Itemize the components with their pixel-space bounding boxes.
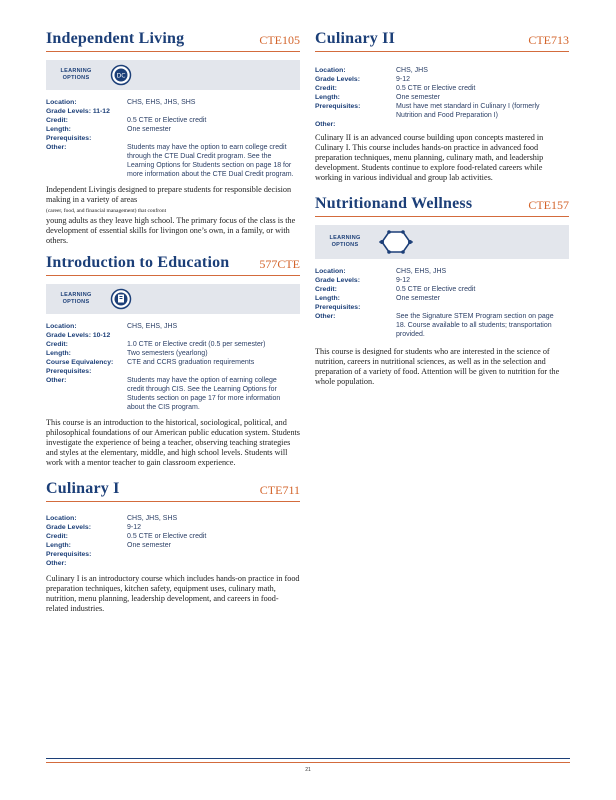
course-info: Location: CHS, EHS, JHS, SHS Grade Levels: 11-12 Credit: 0.5 CTE or Elective credit Length: One semester Prerequisites: Other: Students may have the option to earn college credit through the CTE Dual Credit program. See the Learning Options for Students section on page 18 for more information about the CTE Dual Credit program. xyxy=(46,99,294,178)
left-column xyxy=(46,30,300,614)
learning-options-box xyxy=(46,60,300,90)
course-description: This course is an introduction to the historical, sociological, political, and philosophical foundations of our American public education system. Students investigate the experience of being a teacher, observing teaching strategies and styles at the elementary, middle, and high school levels. Students will work with a mentor teacher to gain classroom experience. xyxy=(46,418,300,467)
course-code: CTE713 xyxy=(528,33,569,47)
course-info: Location: CHS, JHS, SHS Grade Levels: 9-12 Credit: 0.5 CTE or Elective credit Length: One semester Prerequisites: Other: xyxy=(46,515,207,567)
course-header xyxy=(46,254,300,276)
course-title: Nutritionand Wellness xyxy=(315,195,473,212)
course-introduction-to-education xyxy=(46,254,300,468)
course-title: Introduction to Education xyxy=(46,254,230,271)
learning-options-label: LEARNING OPTIONS xyxy=(329,235,361,248)
course-code: CTE711 xyxy=(259,483,300,497)
course-culinary-ii xyxy=(315,30,569,183)
course-title: Culinary II xyxy=(315,30,395,47)
course-code: CTE105 xyxy=(259,33,300,47)
course-code: 577CTE xyxy=(259,257,300,271)
course-header xyxy=(315,30,569,52)
footer-rule-blue xyxy=(46,758,570,759)
course-description: This course is designed for students who are interested in the science of nutrition, careers in nutritional sciences, as well as in the selection and preparation of a variety of food. Attention will be given to nutrition for the whole population. xyxy=(315,347,560,386)
course-nutrition-and-wellness xyxy=(315,195,569,387)
svg-text:DC: DC xyxy=(116,72,126,80)
learning-options-label: LEARNING OPTIONS xyxy=(60,68,92,81)
course-description: Culinary I is an introductory course which includes hands-on practice in food preparation techniques, kitchen safety, equipment uses, culinary math, nutrition, menu planning, leadership development, and careers in food-related industries. xyxy=(46,574,300,613)
page-number: 21 xyxy=(305,767,311,773)
course-header xyxy=(315,195,569,217)
learning-options-box xyxy=(46,284,300,314)
dual-credit-icon xyxy=(110,64,132,86)
course-description: Independent Livingis designed to prepare students for responsible decision making in a variety of areas (career, food, and financial management) that confront young adults as they leave high school. The primary focus of the class is the development of essential skills for livingon one’s own, in a family, or with others. xyxy=(46,185,296,245)
course-header xyxy=(46,480,300,502)
course-info: Location: CHS, JHS Grade Levels: 9-12 Credit: 0.5 CTE or Elective credit Length: One semester Prerequisites: Must have met standard in Culinary I (formerly Nutrition and Food Preparation I) Other: xyxy=(315,67,540,128)
cis-icon xyxy=(110,288,132,310)
course-title: Culinary I xyxy=(46,480,120,497)
stem-icon xyxy=(379,229,413,255)
course-header xyxy=(46,30,300,52)
course-description: Culinary II is an advanced course building upon concepts mastered in Culinary I. This course includes hands-on practice in advanced food preparation techniques, menu planning, culinary math, and leadership development. Students continue to explore food-related careers while working in various individual and group lab activities. xyxy=(315,133,544,182)
course-info: Location: CHS, EHS, JHS Grade Levels: 10-12 Credit: 1.0 CTE or Elective credit (0.5 per semester) Length: Two semesters (yearlong) Course Equivalency: CTE and CCRS graduation requirements Prerequisites: Other: Students may have the option of earning college credit through CIS. See the Learning Options for Students section on page 17 for more information about the CIS program. xyxy=(46,323,281,411)
right-column xyxy=(315,30,569,387)
course-code: CTE157 xyxy=(528,198,569,212)
course-culinary-i xyxy=(46,480,300,614)
course-info: Location: CHS, EHS, JHS Grade Levels: 9-12 Credit: 0.5 CTE or Elective credit Length: One semester Prerequisites: Other: See the Signature STEM Program section on page 18. Course available to all students; transportation provided. xyxy=(315,268,554,338)
course-independent-living xyxy=(46,30,300,246)
learning-options-label: LEARNING OPTIONS xyxy=(60,292,92,305)
course-title: Independent Living xyxy=(46,30,185,47)
learning-options-box xyxy=(315,225,569,259)
footer-rule-orange xyxy=(46,762,570,763)
